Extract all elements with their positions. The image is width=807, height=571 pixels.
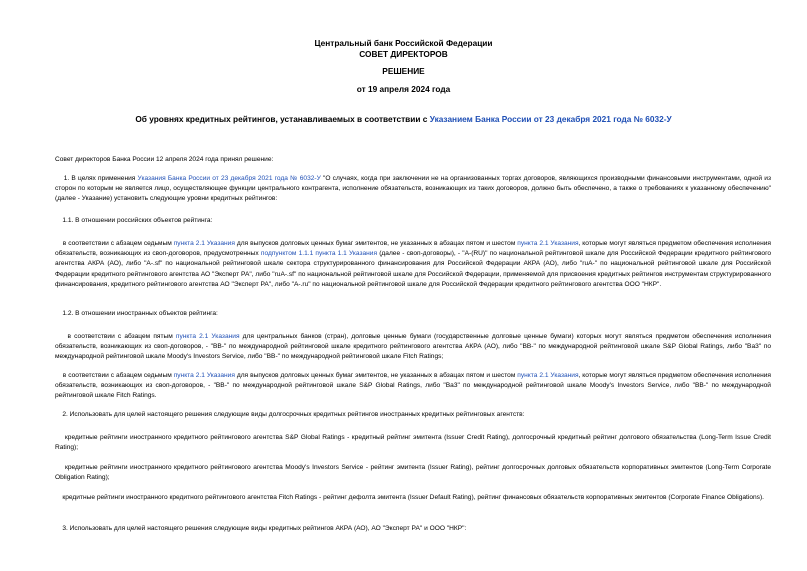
p11a-text-c: , которые могут являться предметом обеспечения исполнения обязательств, возникающих из своп-договоров, предусмотренных (55, 240, 771, 258)
paragraph-1-1-a (55, 239, 771, 290)
doc-title (0, 114, 807, 125)
p12-text: 1.2. В отношении иностранных объектов рейтинга: (62, 310, 218, 317)
paragraph-1-2 (55, 309, 771, 319)
p12b-text-a: в соответствии с абзацем седьмым (62, 372, 174, 379)
paragraph-2-a (55, 433, 771, 453)
paragraph-2 (55, 410, 771, 420)
p12b-link-2[interactable]: пункта 2.1 Указания (517, 372, 579, 379)
p11a-link-1[interactable]: пункта 2.1 Указания (173, 240, 235, 247)
p1-link-ukazanie[interactable]: Указания Банка России от 23 декабря 2021 года № 6032-У (137, 175, 321, 182)
paragraph-1-1 (55, 216, 771, 226)
p12a-link-1[interactable]: пункта 2.1 Указания (175, 333, 240, 340)
p12a-text-b: для центральных банков (стран), долговые ценные бумаги (государственные долговые ценные бумаги) которых могут являться предметом обеспечения исполнения обязательств, возникающих из своп-договоров, - "BB-" по международной рейтинговой шкале кредитного рейтингового агентства АКРА (АО), либо "BB-" по международной рейтинговой шкале S&P Global Ratings, либо "Ba3" по международной рейтинговой шкале Moody's Investors Service, либо "BB-" по международной рейтинговой шкале Fitch Ratings; (55, 333, 772, 361)
org-name: Центральный банк Российской Федерации (314, 38, 493, 48)
doc-type: РЕШЕНИЕ (382, 66, 425, 76)
p11a-text-a: в соответствии с абзацем седьмым (62, 240, 174, 247)
p12a-text-a: в соответствии с абзацем пятым (67, 333, 176, 340)
p3-text: 3. Использовать для целей настоящего решения следующие виды кредитных рейтингов АКРА (АО), АО "Эксперт РА" и ООО "НКР": (62, 525, 467, 532)
doc-title-link[interactable]: Указанием Банка России от 23 декабря 2021 года № 6032-У (429, 114, 672, 124)
p11-text: 1.1. В отношении российских объектов рейтинга: (62, 217, 213, 224)
p2a-text: кредитные рейтинги иностранного кредитного рейтингового агентства S&P Global Ratings - кредитный рейтинг эмитента (Issuer Credit Rating), долгосрочный кредитный рейтинг долгового обязательства (Long-Term Issue Credit Rating); (55, 434, 772, 452)
paragraph-1-2-a (55, 332, 771, 363)
p11a-text-d: (далее - своп-договоры), - "A-(RU)" по национальной рейтинговой шкале для Российской Федерации кредитного рейтингового агентства АКРА (АО), либо "A-.sf" по национальной рейтинговой шкале сектора структурированного финансирования для Российской Федерации АКРА (АО), либо "ruA-" по национальной рейтинговой шкале для Российской Федерации кредитного рейтингового агентства АО "Эксперт РА", либо "ruA-.sf" по национальной рейтинговой шкале для Российской Федерации, применяемой для присвоения кредитных рейтингов инструментам структурированного финансирования, кредитного рейтингового агентства АО "Эксперт РА", либо "A-.ru" по национальной рейтинговой шкале для Российской Федерации кредитного рейтингового агентства ООО "НКР". (55, 250, 771, 288)
p2b-text: кредитные рейтинги иностранного кредитного рейтингового агентства Moody's Investors Service - рейтинг эмитента (Issuer Rating), рейтинг долгосрочных долговых обязательств корпоративных эмитентов (Long-Term Corporate Obligation Rating); (55, 464, 772, 482)
p1-text-a: 1. В целях применения (63, 175, 138, 182)
p1-text-b: "О случаях, когда при заключении не на организованных торгах договоров, являющихся производными финансовыми инструментами, одной из сторон по которым не является лицо, осуществляющее функции центрального контрагента, исполнение обязательств, возникающих из таких договоров, должно быть обеспечено, а также о требованиях к указанному обеспечению" (далее - Указание) установить следующие уровни кредитных рейтингов: (55, 175, 772, 203)
paragraph-2-b (55, 463, 771, 483)
paragraph-2-c (55, 493, 771, 503)
p12b-link-1[interactable]: пункта 2.1 Указания (173, 372, 235, 379)
p11a-text-b: для выпусков долговых ценных бумаг эмитентов, не указанных в абзацах пятом и шестом (234, 240, 518, 247)
doc-date: от 19 апреля 2024 года (356, 84, 451, 94)
paragraph-1 (55, 174, 771, 205)
p11a-link-2[interactable]: пункта 2.1 Указания (517, 240, 579, 247)
p2-text: 2. Использовать для целей настоящего решения следующие виды долгосрочных кредитных рейтингов иностранных кредитных рейтинговых агентств: (62, 411, 525, 418)
p2c-text: кредитные рейтинги иностранного кредитного рейтингового агентства Fitch Ratings - рейтинг дефолта эмитента (Issuer Default Rating), рейтинг финансовых обязательств корпоративных эмитентов (Corporate Finance Obligations). (62, 494, 765, 501)
paragraph-1-2-b (55, 371, 771, 402)
p12b-text-b: для выпусков долговых ценных бумаг эмитентов, не указанных в абзацах пятом и шестом (234, 372, 518, 379)
p12b-text-c: , которые могут являться предметом обеспечения исполнения обязательств, возникающих из своп-договоров, - "BB-" по международной рейтинговой шкале S&P Global Ratings, либо "Ba3" по международной рейтинговой шкале Moody's Investors Service, либо "BB-" по международной рейтинговой шкале Fitch Ratings. (55, 372, 771, 400)
p11a-link-3[interactable]: подпунктом 1.1.1 пункта 1.1 Указания (260, 250, 378, 258)
board-name: СОВЕТ ДИРЕКТОРОВ (359, 49, 448, 59)
paragraph-3 (55, 524, 771, 534)
intro-paragraph: Совет директоров Банка России 12 апреля 2024 года принял решение: (55, 156, 274, 163)
doc-title-text: Об уровнях кредитных рейтингов, устанавливаемых в соответствии с (135, 114, 430, 124)
